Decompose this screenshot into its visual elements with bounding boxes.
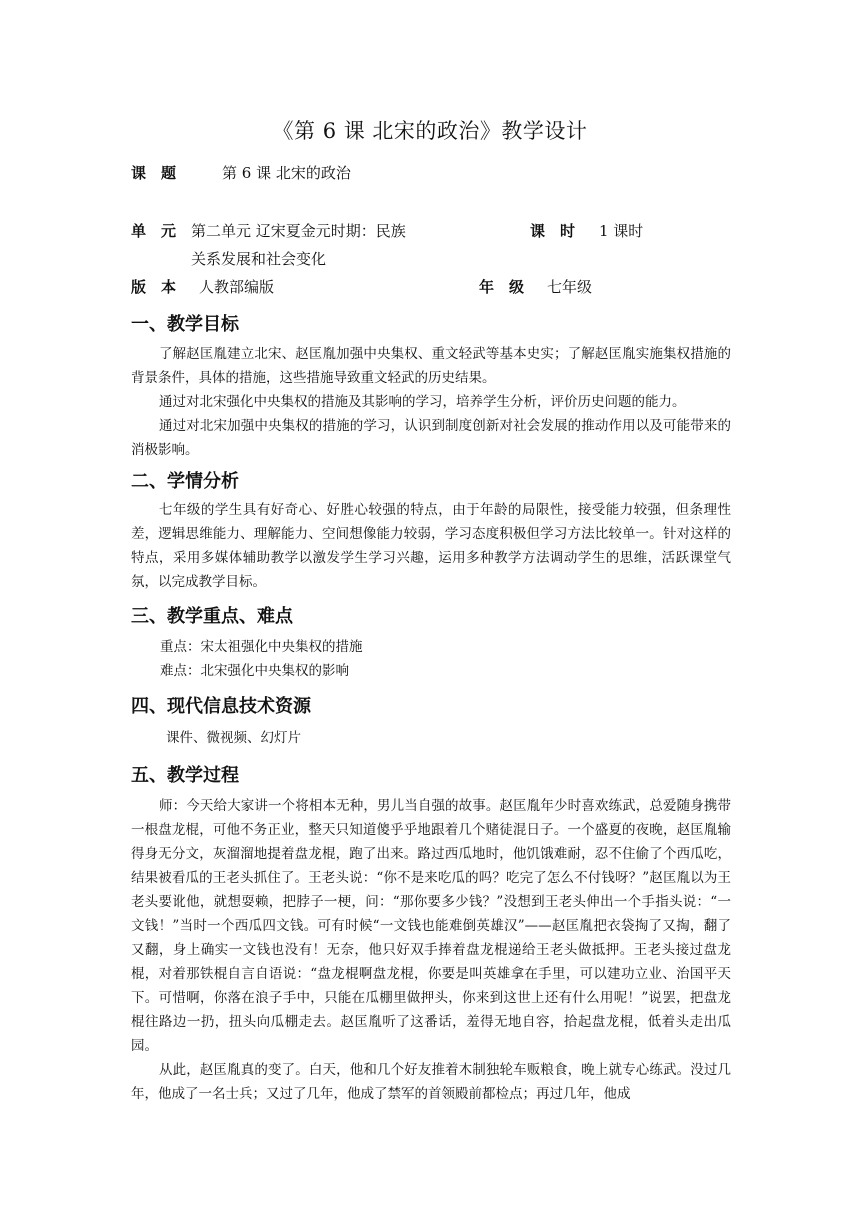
resources-line: 课件、微视频、幻灯片 (166, 730, 301, 746)
meta-grade-label: 年 级 (479, 278, 525, 296)
key-point-line: 重点：宋太祖强化中央集权的措施 (160, 639, 363, 655)
meta-hours (530, 220, 575, 241)
objectives-paragraph-3: 通过对北宋加强中央集权的措施的学习，认识到制度创新对社会发展的推动作用以及可能带来的消极影响。 (131, 418, 731, 458)
meta-hours-value: 1 课时 (599, 222, 644, 240)
meta-topic (131, 162, 176, 183)
meta-edition (131, 276, 176, 297)
meta-unit-value-line2: 关系发展和社会变化 (191, 250, 327, 268)
meta-hours-label: 课 时 (530, 222, 576, 240)
meta-grade-value: 七年级 (547, 278, 593, 296)
section-heading-resources: 四、现代信息技术资源 (131, 696, 311, 717)
section-heading-analysis: 二、学情分析 (131, 471, 239, 492)
section-heading-process: 五、教学过程 (131, 765, 239, 786)
document-title: 《第 6 课 北宋的政治》教学设计 (272, 119, 588, 143)
analysis-paragraph: 七年级的学生具有好奇心、好胜心较强的特点，由于年龄的局限性，接受能力较强，但条理性差，逻辑思维能力、理解能力、空间想像能力较弱，学习态度积极但学习方法比较单一。针对这样的特点，采用多媒体辅助教学以激发学生学习兴趣，运用多种教学方法调动学生的思维，活跃课堂气氛，以完成教学目标。 (131, 502, 731, 590)
difficulty-line: 难点：北宋强化中央集权的影响 (160, 663, 349, 679)
meta-edition-value: 人教部编版 (199, 278, 275, 296)
meta-unit-label: 单 元 (131, 222, 177, 240)
objectives-paragraph-2: 通过对北宋强化中央集权的措施及其影响的学习，培养学生分析，评价历史问题的能力。 (159, 394, 686, 410)
meta-unit (131, 220, 176, 241)
meta-grade (479, 276, 524, 297)
meta-topic-value: 第 6 课 北宋的政治 (222, 164, 351, 182)
process-paragraph-1: 师：今天给大家讲一个将相本无种，男儿当自强的故事。赵匡胤年少时喜欢练武，总爱随身携带一根盘龙棍，可他不务正业，整天只知道傻乎乎地跟着几个赌徒混日子。一个盛夏的夜晚，赵匡胤输得身无分文，灰溜溜地提着盘龙棍，跑了出来。路过西瓜地时，他饥饿难耐，忍不住偷了个西瓜吃，结果被看瓜的王老头抓住了。王老头说：“你不是来吃瓜的吗？吃完了怎么不付钱呀？”赵匡胤以为王老头要讹他，就想耍赖，把脖子一梗，问：“那你要多少钱？”没想到王老头伸出一个手指头说：“一文钱！”当时一个西瓜四文钱。可有时候“一文钱也能难倒英雄汉”——赵匡胤把衣袋掏了又掏，翻了又翻，身上确实一文钱也没有！无奈，他只好双手捧着盘龙棍递给王老头做抵押。王老头接过盘龙棍，对着那铁棍自言自语说：“盘龙棍啊盘龙棍，你要是叫英雄拿在手里，可以建功立业、治国平天下。可惜啊，你落在浪子手中，只能在瓜棚里做押头，你来到这世上还有什么用呢！”说罢，把盘龙棍往路边一扔，扭头向瓜棚走去。赵匡胤听了这番话，羞得无地自容，拾起盘龙棍，低着头走出瓜园。 (131, 798, 731, 1054)
section-heading-objectives: 一、教学目标 (131, 314, 239, 335)
process-paragraph-2: 从此，赵匡胤真的变了。白天，他和几个好友推着木制独轮车贩粮食，晚上就专心练武。没过几年，他成了一名士兵；又过了几年，他成了禁军的首领殿前都检点；再过几年，他成 (131, 1062, 731, 1102)
meta-unit-value-line1: 第二单元 辽宋夏金元时期：民族 (191, 222, 406, 240)
objectives-paragraph-1: 了解赵匡胤建立北宋、赵匡胤加强中央集权、重文轻武等基本史实；了解赵匡胤实施集权措施的背景条件，具体的措施，这些措施导致重文轻武的历史结果。 (131, 346, 731, 386)
meta-edition-label: 版 本 (131, 278, 177, 296)
meta-topic-label: 课 题 (131, 164, 177, 182)
section-heading-key-points: 三、教学重点、难点 (131, 606, 293, 627)
